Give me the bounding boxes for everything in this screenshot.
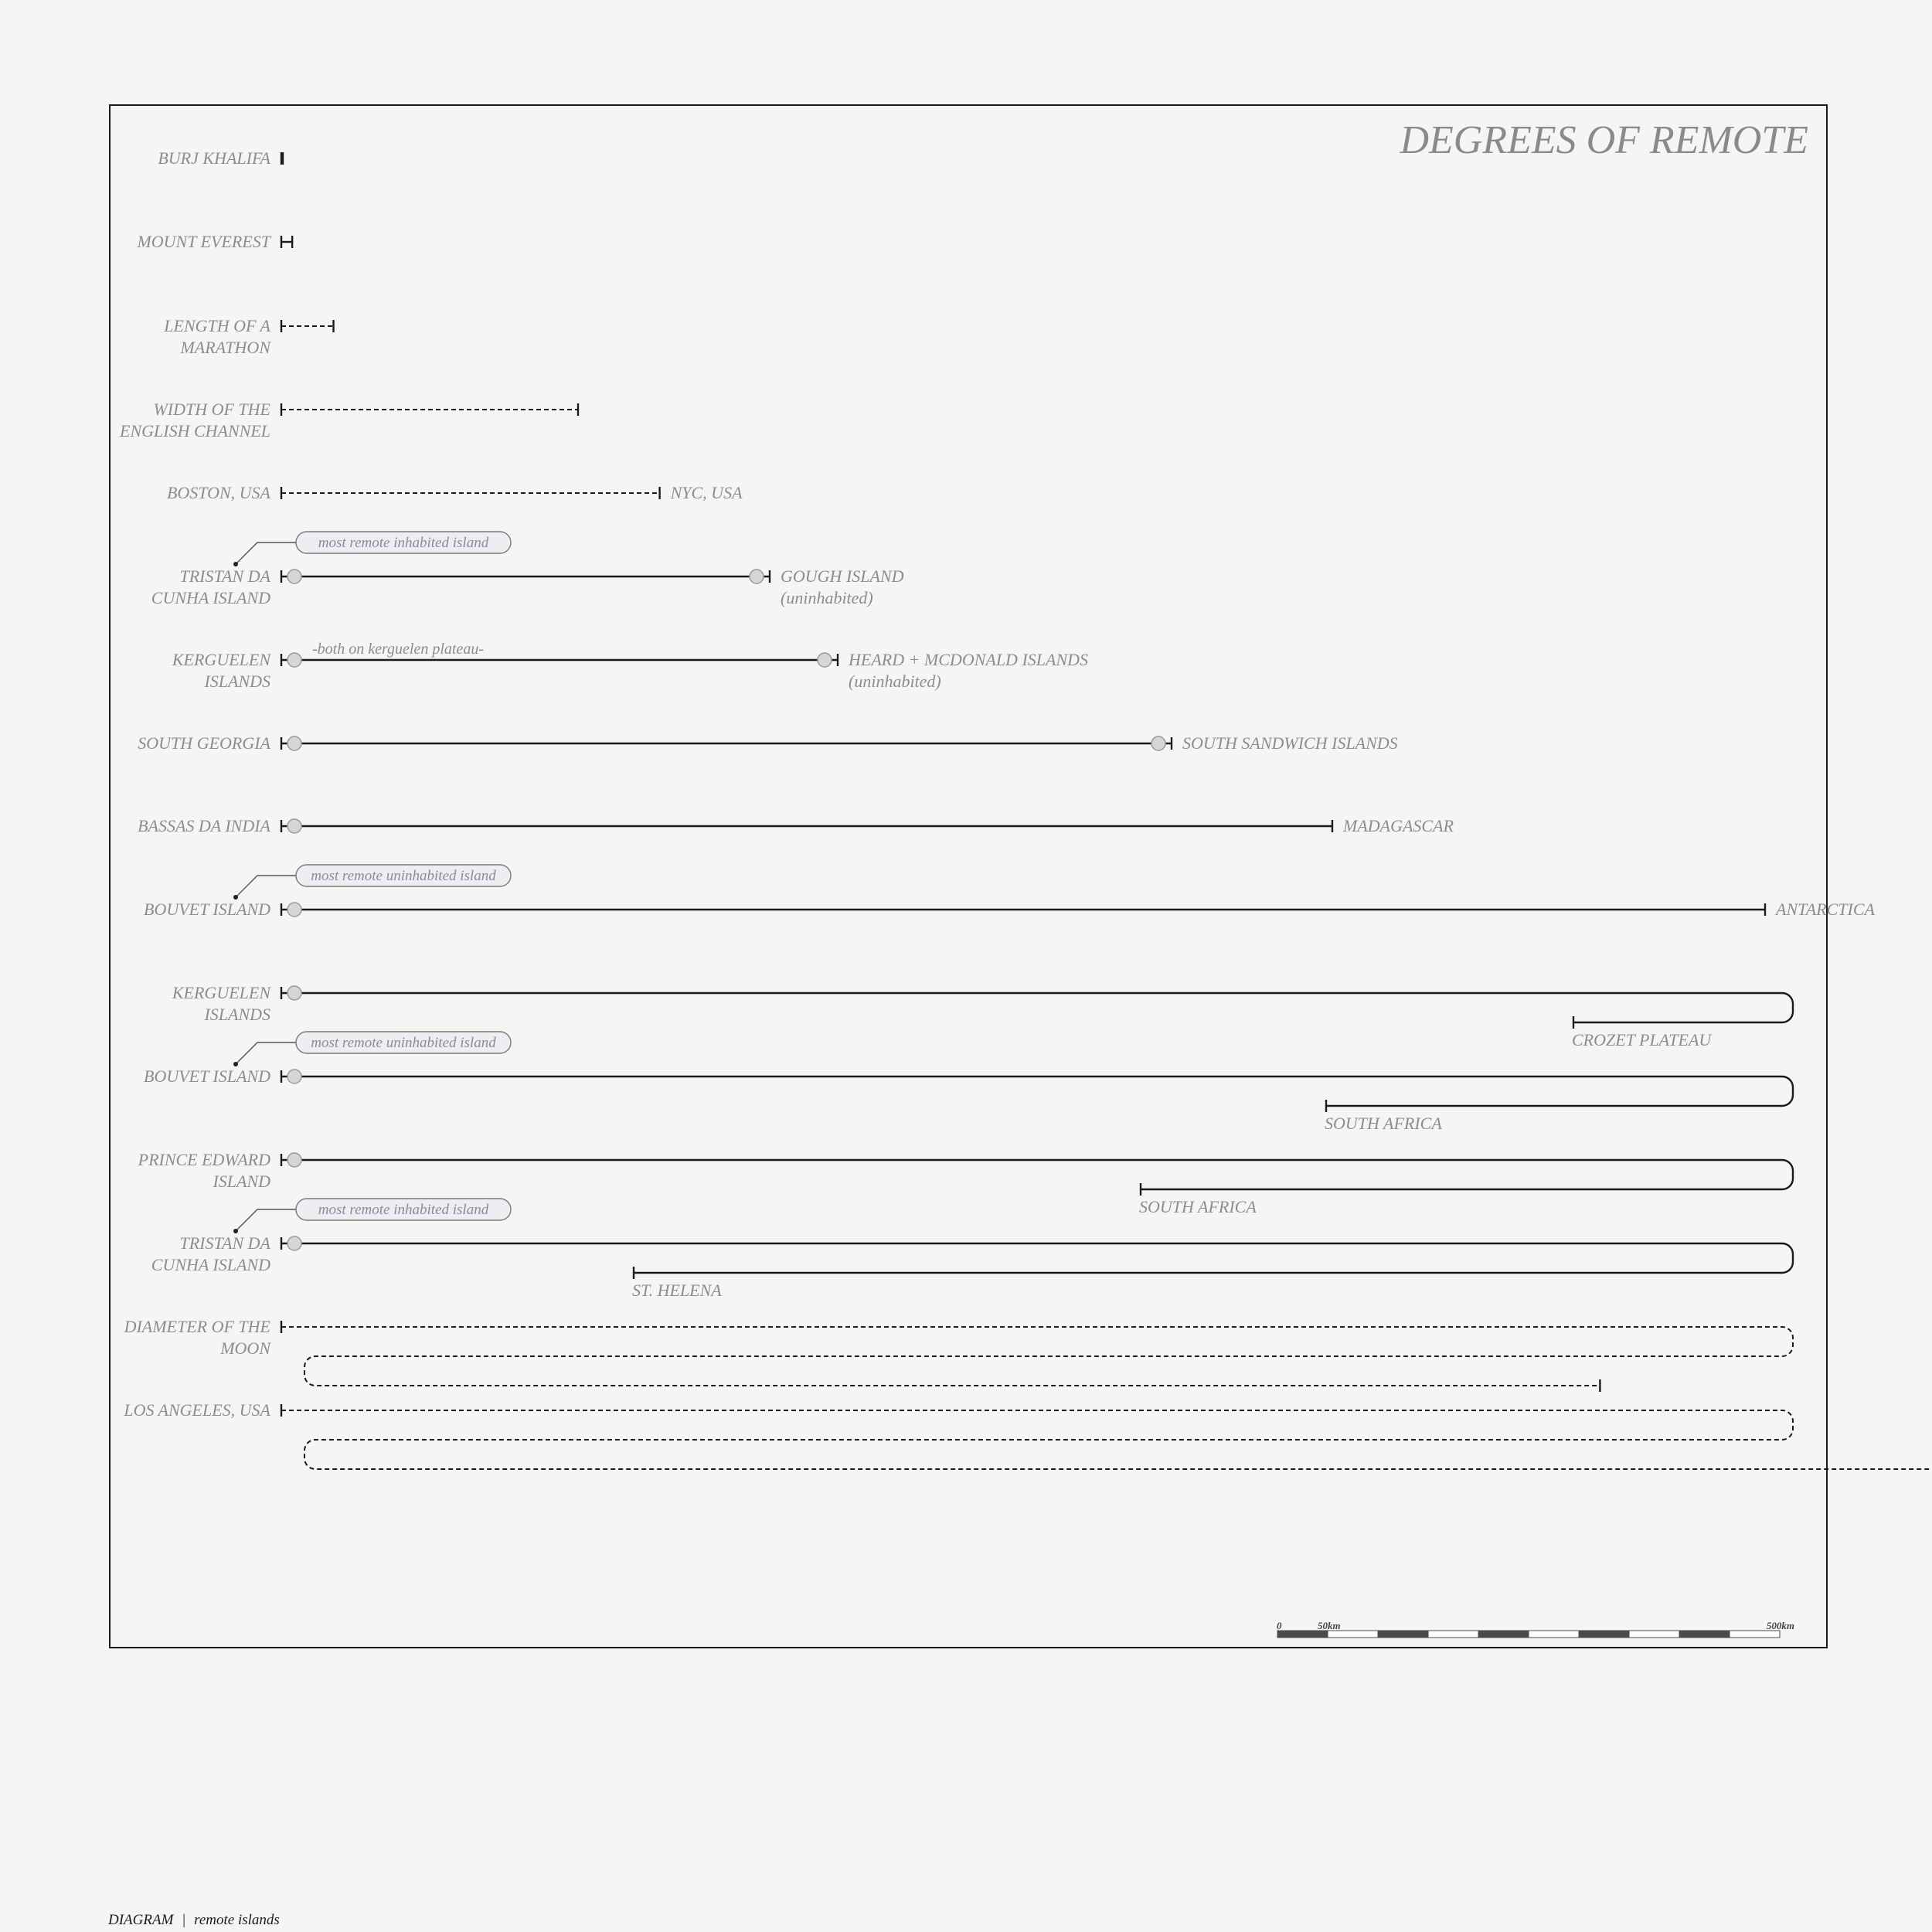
annotation-tag (233, 532, 511, 566)
scale-segment (1629, 1631, 1679, 1638)
scale-bar (1277, 1620, 1794, 1638)
row-label (138, 733, 270, 753)
row-end-label (670, 483, 743, 502)
row-end-label (848, 650, 1088, 691)
row-label-line: BOUVET ISLAND (144, 1066, 270, 1086)
row-end-label-line: GOUGH ISLAND (781, 566, 904, 586)
scale-segment (1328, 1631, 1378, 1638)
row-end-label (781, 566, 904, 607)
scale-segment (1529, 1631, 1579, 1638)
scale-segment (1378, 1631, 1428, 1638)
footer-subtitle: remote islands (194, 1912, 280, 1928)
row-end-label (1774, 900, 1876, 919)
distance-row (163, 316, 333, 357)
row-label-line: SOUTH GEORGIA (138, 733, 270, 753)
scale-segment (1428, 1631, 1478, 1638)
distance-row (172, 641, 1088, 691)
footer-label: DIAGRAM (108, 1912, 174, 1928)
island-marker-icon (287, 653, 301, 667)
scale-segment (1277, 1631, 1328, 1638)
distance-row (144, 1032, 1793, 1133)
annotation-text: most remote uninhabited island (311, 868, 496, 884)
scale-segment (1679, 1631, 1730, 1638)
row-end-label-line: HEARD + MCDONALD ISLANDS (849, 650, 1089, 669)
island-marker-icon (287, 986, 301, 1000)
annotation-dot (233, 1062, 238, 1066)
row-end-label-line: CROZET PLATEAU (1572, 1030, 1712, 1049)
distance-row (119, 400, 578, 440)
annotation-tag (233, 865, 511, 900)
row-label (167, 483, 271, 502)
annotation-dot (233, 895, 238, 900)
row-end-label (1139, 1197, 1257, 1216)
row-label-line: TRISTAN DA (179, 566, 270, 586)
scale-segment (1478, 1631, 1529, 1638)
row-label-line: KERGUELEN (172, 983, 270, 1002)
row-label-line: MOUNT EVEREST (137, 232, 270, 251)
row-label (124, 1317, 272, 1358)
row-end-label-line: (uninhabited) (781, 588, 873, 607)
distance-row (144, 865, 1876, 919)
scale-label-end: 500km (1766, 1620, 1794, 1631)
distance-row (158, 148, 283, 168)
island-marker-icon (1151, 736, 1165, 750)
row-label (136, 232, 271, 251)
row-label-line: BOUVET ISLAND (144, 900, 270, 919)
row-label (138, 1150, 270, 1191)
row-label-line: BURJ KHALIFA (158, 148, 270, 168)
distance-line (281, 1160, 1793, 1189)
row-label-line: LENGTH OF A (164, 316, 270, 335)
row-end-label (1325, 1114, 1442, 1133)
row-label-line: BASSAS DA INDIA (138, 816, 270, 835)
island-marker-icon (287, 570, 301, 583)
footer-separator: | (182, 1912, 186, 1928)
row-label (144, 1066, 270, 1086)
island-marker-icon (287, 903, 301, 917)
scale-segment (1730, 1631, 1780, 1638)
annotation-text: most remote uninhabited island (311, 1035, 496, 1051)
island-marker-icon (818, 653, 832, 667)
row-end-label (1342, 816, 1454, 835)
row-end-label-line: SOUTH AFRICA (1139, 1197, 1257, 1216)
row-label-line: LOS ANGELES, USA (124, 1400, 270, 1420)
row-label-line: KERGUELEN (172, 650, 270, 669)
row-label-line: WIDTH OF THE (153, 400, 270, 419)
distance-line (281, 1410, 1932, 1469)
row-end-label (1182, 733, 1398, 753)
diagram-title: DEGREES OF REMOTE (1400, 118, 1808, 162)
row-end-label-line: SOUTH AFRICA (1325, 1114, 1442, 1133)
annotation-text: most remote inhabited island (318, 535, 489, 551)
island-marker-icon (750, 570, 764, 583)
island-marker-icon (287, 1070, 301, 1083)
row-label (144, 900, 270, 919)
row-end-label-line: SOUTH SANDWICH ISLANDS (1182, 733, 1398, 753)
row-label-line: BOSTON, USA (166, 483, 270, 502)
row-end-label (1572, 1030, 1713, 1049)
scale-segment (1579, 1631, 1629, 1638)
row-label-line: MOON (220, 1338, 270, 1358)
row-label (151, 566, 271, 607)
annotation-text: most remote inhabited island (318, 1202, 489, 1218)
row-label (123, 1400, 270, 1420)
row-label (163, 316, 271, 357)
row-label-line: TRISTAN DA (179, 1233, 270, 1253)
annotation-leader (236, 543, 296, 564)
row-label (119, 400, 271, 440)
row-label-line: ISLAND (213, 1172, 270, 1191)
row-label-line: ENGLISH CHANNEL (120, 421, 270, 440)
row-end-label-line: ANTARCTICA (1776, 900, 1875, 919)
distance-rows (119, 148, 1932, 1496)
scale-label-mid: 50km (1318, 1620, 1341, 1631)
island-marker-icon (287, 819, 301, 833)
island-marker-icon (287, 1236, 301, 1250)
row-label-line: CUNHA ISLAND (151, 588, 270, 607)
row-label (158, 148, 270, 168)
row-note: -both on kerguelen plateau- (312, 641, 484, 658)
row-label (172, 650, 271, 691)
distance-row (124, 1317, 1793, 1392)
annotation-tag (233, 1199, 511, 1233)
annotation-leader (236, 1209, 296, 1231)
row-end-label (632, 1281, 722, 1300)
annotation-dot (233, 562, 238, 566)
row-end-label-line: (uninhabited) (849, 672, 941, 691)
island-marker-icon (287, 1153, 301, 1167)
distance-row (136, 232, 292, 251)
row-end-label-line: ST. HELENA (632, 1281, 722, 1300)
row-end-label-line: NYC, USA (670, 483, 743, 502)
footer-caption (107, 1912, 280, 1928)
distance-row (151, 532, 904, 607)
row-label-line: PRINCE EDWARD (138, 1150, 270, 1169)
distance-line (281, 1243, 1793, 1273)
distance-line (281, 1077, 1793, 1106)
row-label-line: ISLANDS (204, 1005, 270, 1024)
annotation-leader (236, 1043, 296, 1064)
row-label-line: MARATHON (180, 338, 270, 357)
distance-row (123, 1400, 1932, 1496)
distance-row (138, 816, 1454, 835)
row-label (172, 983, 271, 1024)
row-label (138, 816, 270, 835)
distance-line (281, 993, 1793, 1022)
row-end-label-line: MADAGASCAR (1343, 816, 1454, 835)
row-label (151, 1233, 271, 1274)
distance-row (138, 733, 1397, 753)
distance-row (167, 483, 743, 502)
row-label-line: CUNHA ISLAND (151, 1255, 270, 1274)
distance-line (281, 1327, 1793, 1386)
annotation-leader (236, 876, 296, 897)
row-label-line: ISLANDS (204, 672, 270, 691)
scale-label-start: 0 (1277, 1620, 1282, 1631)
island-marker-icon (287, 736, 301, 750)
row-label-line: DIAMETER OF THE (124, 1317, 270, 1336)
distance-row (151, 1199, 1793, 1300)
annotation-tag (233, 1032, 511, 1066)
annotation-dot (233, 1229, 238, 1233)
